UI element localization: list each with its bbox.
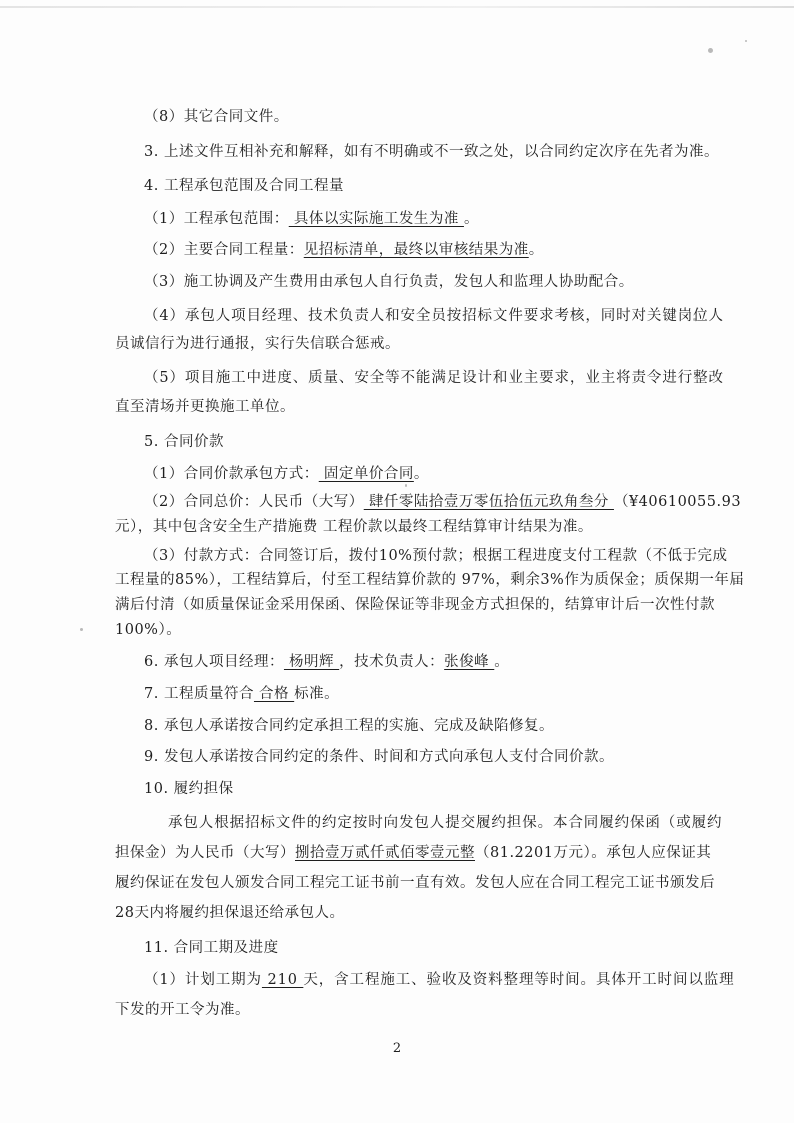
scan-speck: [405, 484, 407, 487]
doc-line: [115, 903, 344, 923]
doc-line: [144, 652, 509, 672]
doc-line: [115, 570, 744, 590]
doc-line: [144, 432, 224, 452]
text-span: 直至清场并更换施工单位。: [115, 399, 295, 415]
filled-blank: 捌拾壹万贰仟贰佰零壹元整: [295, 845, 475, 861]
text-span: （1）合同价款承包方式：: [144, 466, 319, 482]
doc-line: [144, 684, 339, 704]
scan-speck: [708, 48, 713, 53]
doc-line: [144, 779, 234, 799]
text-span: （1）计划工期为: [144, 972, 262, 988]
text-span: 10. 履约担保: [144, 781, 234, 797]
filled-blank: 张俊峰: [444, 654, 495, 670]
doc-line: [144, 716, 554, 736]
scan-speck: [745, 40, 747, 42]
text-span: 员诚信行为进行通报，实行失信联合惩戒。: [115, 336, 400, 352]
text-span: 下发的开工令为准。: [115, 1002, 250, 1018]
text-span: 担保金）为人民币（大写）: [115, 845, 295, 861]
text-span: ，技术负责人：: [339, 654, 445, 670]
filled-blank: 杨明辉: [283, 654, 340, 670]
page-number: 2: [392, 1041, 402, 1056]
text-span: （2）合同总价：人民币（大写）: [144, 494, 364, 510]
doc-line: [115, 397, 295, 417]
doc-line: [168, 813, 722, 833]
doc-line: [144, 546, 727, 566]
text-span: （3）付款方式：合同签订后，拨付10%预付款；根据工程进度支付工程款（不低于完成: [144, 548, 728, 564]
text-span: （81.2201万元）。承包人应保证其: [475, 845, 712, 861]
text-span: 天，含工程施工、验收及资料整理等时间。具体开工时间以监理: [303, 972, 735, 988]
filled-blank: 合格: [253, 686, 295, 702]
doc-line: [144, 176, 344, 196]
doc-line: [144, 492, 741, 512]
text-span: 8. 承包人承诺按合同约定承担工程的实施、完成及缺陷修复。: [144, 718, 554, 734]
text-span: 28天内将履约担保退还给承包人。: [115, 905, 345, 921]
filled-blank: 固定单价合同: [318, 466, 414, 482]
text-span: （2）主要合同工程量：: [144, 242, 304, 258]
doc-line: [115, 595, 715, 615]
doc-line: [144, 464, 429, 484]
text-span: （3）施工协调及产生费用由承包人自行负责，发包人和监理人协助配合。: [144, 274, 634, 290]
text-span: 承包人根据招标文件的约定按时向发包人提交履约担保。本合同履约保函（或履约: [168, 815, 723, 831]
text-span: （1）工程承包范围：: [144, 211, 289, 227]
text-span: 9. 发包人承诺按合同约定的条件、时间和方式向承包人支付合同价款。: [144, 749, 614, 765]
doc-line: [144, 107, 289, 127]
filled-blank: 具体以实际施工发生为准: [288, 211, 464, 227]
text-span: （5）项目施工中进度、质量、安全等不能满足设计和业主要求，业主将责令进行整改: [144, 370, 724, 386]
doc-line: [144, 142, 719, 162]
doc-line: [144, 938, 279, 958]
text-span: 3. 上述文件互相补充和解释，如有不明确或不一致之处，以合同约定次序在先者为准。: [144, 144, 719, 160]
doc-line: [115, 334, 400, 354]
text-span: （4）承包人项目经理、技术负责人和安全员按招标文件要求考核，同时对关键岗位人: [144, 308, 724, 324]
text-span: （8）其它合同文件。: [144, 109, 289, 125]
doc-line: [115, 517, 593, 537]
doc-line: [144, 970, 735, 990]
text-span: 5. 合同价款: [144, 434, 224, 450]
doc-line: [115, 843, 711, 863]
text-span: 工程量的85%），工程结算后，付至工程结算价款的 97%，剩余3%作为质保金；质保期一年届: [115, 572, 745, 588]
doc-line: [115, 1000, 250, 1020]
filled-blank: 肆仟零陆拾壹万零伍拾伍元玖角叁分: [363, 494, 614, 510]
text-span: 。: [463, 211, 479, 227]
text-span: 履约保证在发包人颁发合同工程完工证书前一直有效。发包人应在合同工程完工证书颁发后: [115, 875, 715, 891]
scan-speck: [80, 628, 83, 631]
doc-line: [144, 272, 634, 292]
text-span: 100%）。: [115, 622, 182, 638]
text-span: 。: [494, 654, 510, 670]
doc-line: [115, 620, 181, 640]
filled-blank: 210: [261, 972, 304, 988]
text-span: 。: [528, 242, 544, 258]
text-span: 元），其中包含安全生产措施费 工程价款以最终工程结算审计结果为准。: [115, 519, 593, 535]
text-span: （¥40610055.93: [613, 494, 742, 510]
text-span: 满后付清（如质量保证金采用保函、保险保证等非现金方式担保的，结算审计后一次性付款: [115, 597, 715, 613]
text-span: 6. 承包人项目经理：: [144, 654, 284, 670]
doc-line: [144, 240, 544, 260]
text-span: 。: [413, 466, 429, 482]
doc-line: [144, 368, 724, 388]
scan-edge: [0, 6, 794, 8]
text-span: 4. 工程承包范围及合同工程量: [144, 178, 344, 194]
doc-line: [144, 747, 614, 767]
text-span: 7. 工程质量符合: [144, 686, 254, 702]
text-span: 标准。: [294, 686, 340, 702]
doc-line: [115, 873, 715, 893]
doc-line: [144, 306, 724, 326]
filled-blank: 见招标清单，最终以审核结果为准: [303, 242, 529, 258]
text-span: 11. 合同工期及进度: [144, 940, 279, 956]
doc-line: [144, 209, 479, 229]
